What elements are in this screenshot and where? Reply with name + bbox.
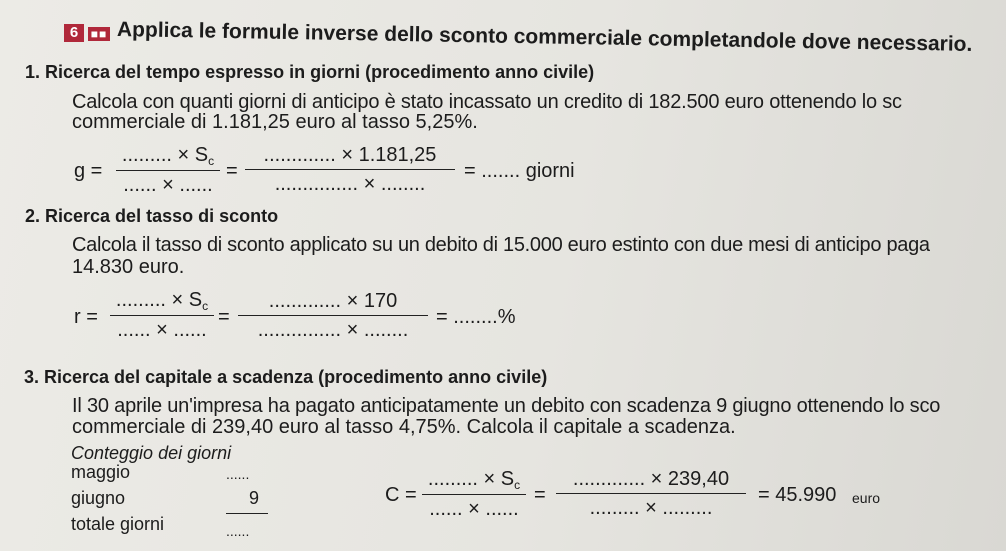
formula-1-equals: = (226, 160, 238, 182)
fraction-denominator: ...... × ...... (123, 174, 213, 196)
day-count-value-giugno: 9 (249, 488, 260, 508)
day-count-title: Conteggio dei giorni (71, 443, 232, 463)
fraction-denominator: ......... × ......... (589, 497, 713, 519)
formula-3-result: = 45.990 (758, 484, 837, 506)
fraction-numerator: ............. × 170 (238, 290, 428, 316)
problem-2-text-cont: 14.830 euro. (72, 256, 185, 278)
problem-1-text-cont: commerciale di 1.181,25 euro al tasso 5,25%. (72, 111, 478, 133)
day-count-label-giugno: giugno (71, 488, 126, 508)
formula-1-fraction-a (116, 144, 220, 197)
formula-3-lhs: C = (385, 484, 417, 506)
fraction-numerator: ......... × $S_c$ (422, 468, 526, 495)
problem-3-text-cont: commerciale di 239,40 euro al tasso 4,75%. Calcola il capitale a scadenza. (72, 416, 736, 438)
formula-1-result: = ....... giorni (464, 160, 575, 182)
fraction-denominator: ...... × ...... (429, 498, 519, 520)
formula-1-lhs: g = (74, 160, 103, 182)
difficulty-badge: ■■ (88, 27, 110, 41)
formula-3-fraction-b (556, 468, 746, 520)
problem-2-heading: 2. Ricerca del tasso di sconto (25, 206, 279, 226)
problem-1-heading: 1. Ricerca del tempo espresso in giorni (procedimento anno civile) (25, 62, 595, 82)
exercise-instruction: Applica le formule inverse dello sconto commerciale completandole dove necessario. (116, 18, 973, 56)
fraction-numerator: ............. × 1.181,25 (245, 144, 455, 170)
fraction-numerator: ......... × $S_c$ (116, 144, 220, 171)
formula-3-fraction-a (422, 468, 526, 521)
formula-3-equals: = (534, 484, 546, 506)
formula-1-fraction-b (245, 144, 455, 196)
day-count-value-total: ...... (226, 523, 250, 539)
fraction-denominator: ............... × ........ (274, 173, 426, 195)
problem-2-text: Calcola il tasso di sconto applicato su un debito di 15.000 euro estinto con due mesi di anticipo paga (72, 234, 930, 256)
exercise-number-badge: 6 (64, 24, 84, 42)
formula-3-unit: euro (852, 490, 881, 506)
day-count-label-total: totale giorni (71, 514, 165, 534)
problem-3-heading: 3. Ricerca del capitale a scadenza (procedimento anno civile) (24, 367, 548, 387)
fraction-denominator: ............... × ........ (257, 319, 409, 341)
formula-2-result: = ........% (436, 306, 516, 328)
problem-1-text: Calcola con quanti giorni di anticipo è stato incassato un credito di 182.500 euro ottenendo lo sc (72, 91, 902, 113)
day-count-label-maggio: maggio (71, 462, 131, 482)
formula-2-equals: = (218, 306, 230, 328)
formula-2-fraction-b (238, 290, 428, 342)
day-count-value-maggio: ...... (226, 466, 250, 482)
day-count-sum-line (226, 513, 268, 514)
fraction-numerator: ......... × $S_c$ (110, 289, 214, 316)
fraction-denominator: ...... × ...... (117, 319, 207, 341)
fraction-numerator: ............. × 239,40 (556, 468, 746, 494)
problem-3-text: Il 30 aprile un'impresa ha pagato anticipatamente un debito con scadenza 9 giugno ottenendo lo sco (72, 395, 941, 417)
formula-2-fraction-a (110, 289, 214, 342)
formula-2-lhs: r = (74, 306, 98, 328)
